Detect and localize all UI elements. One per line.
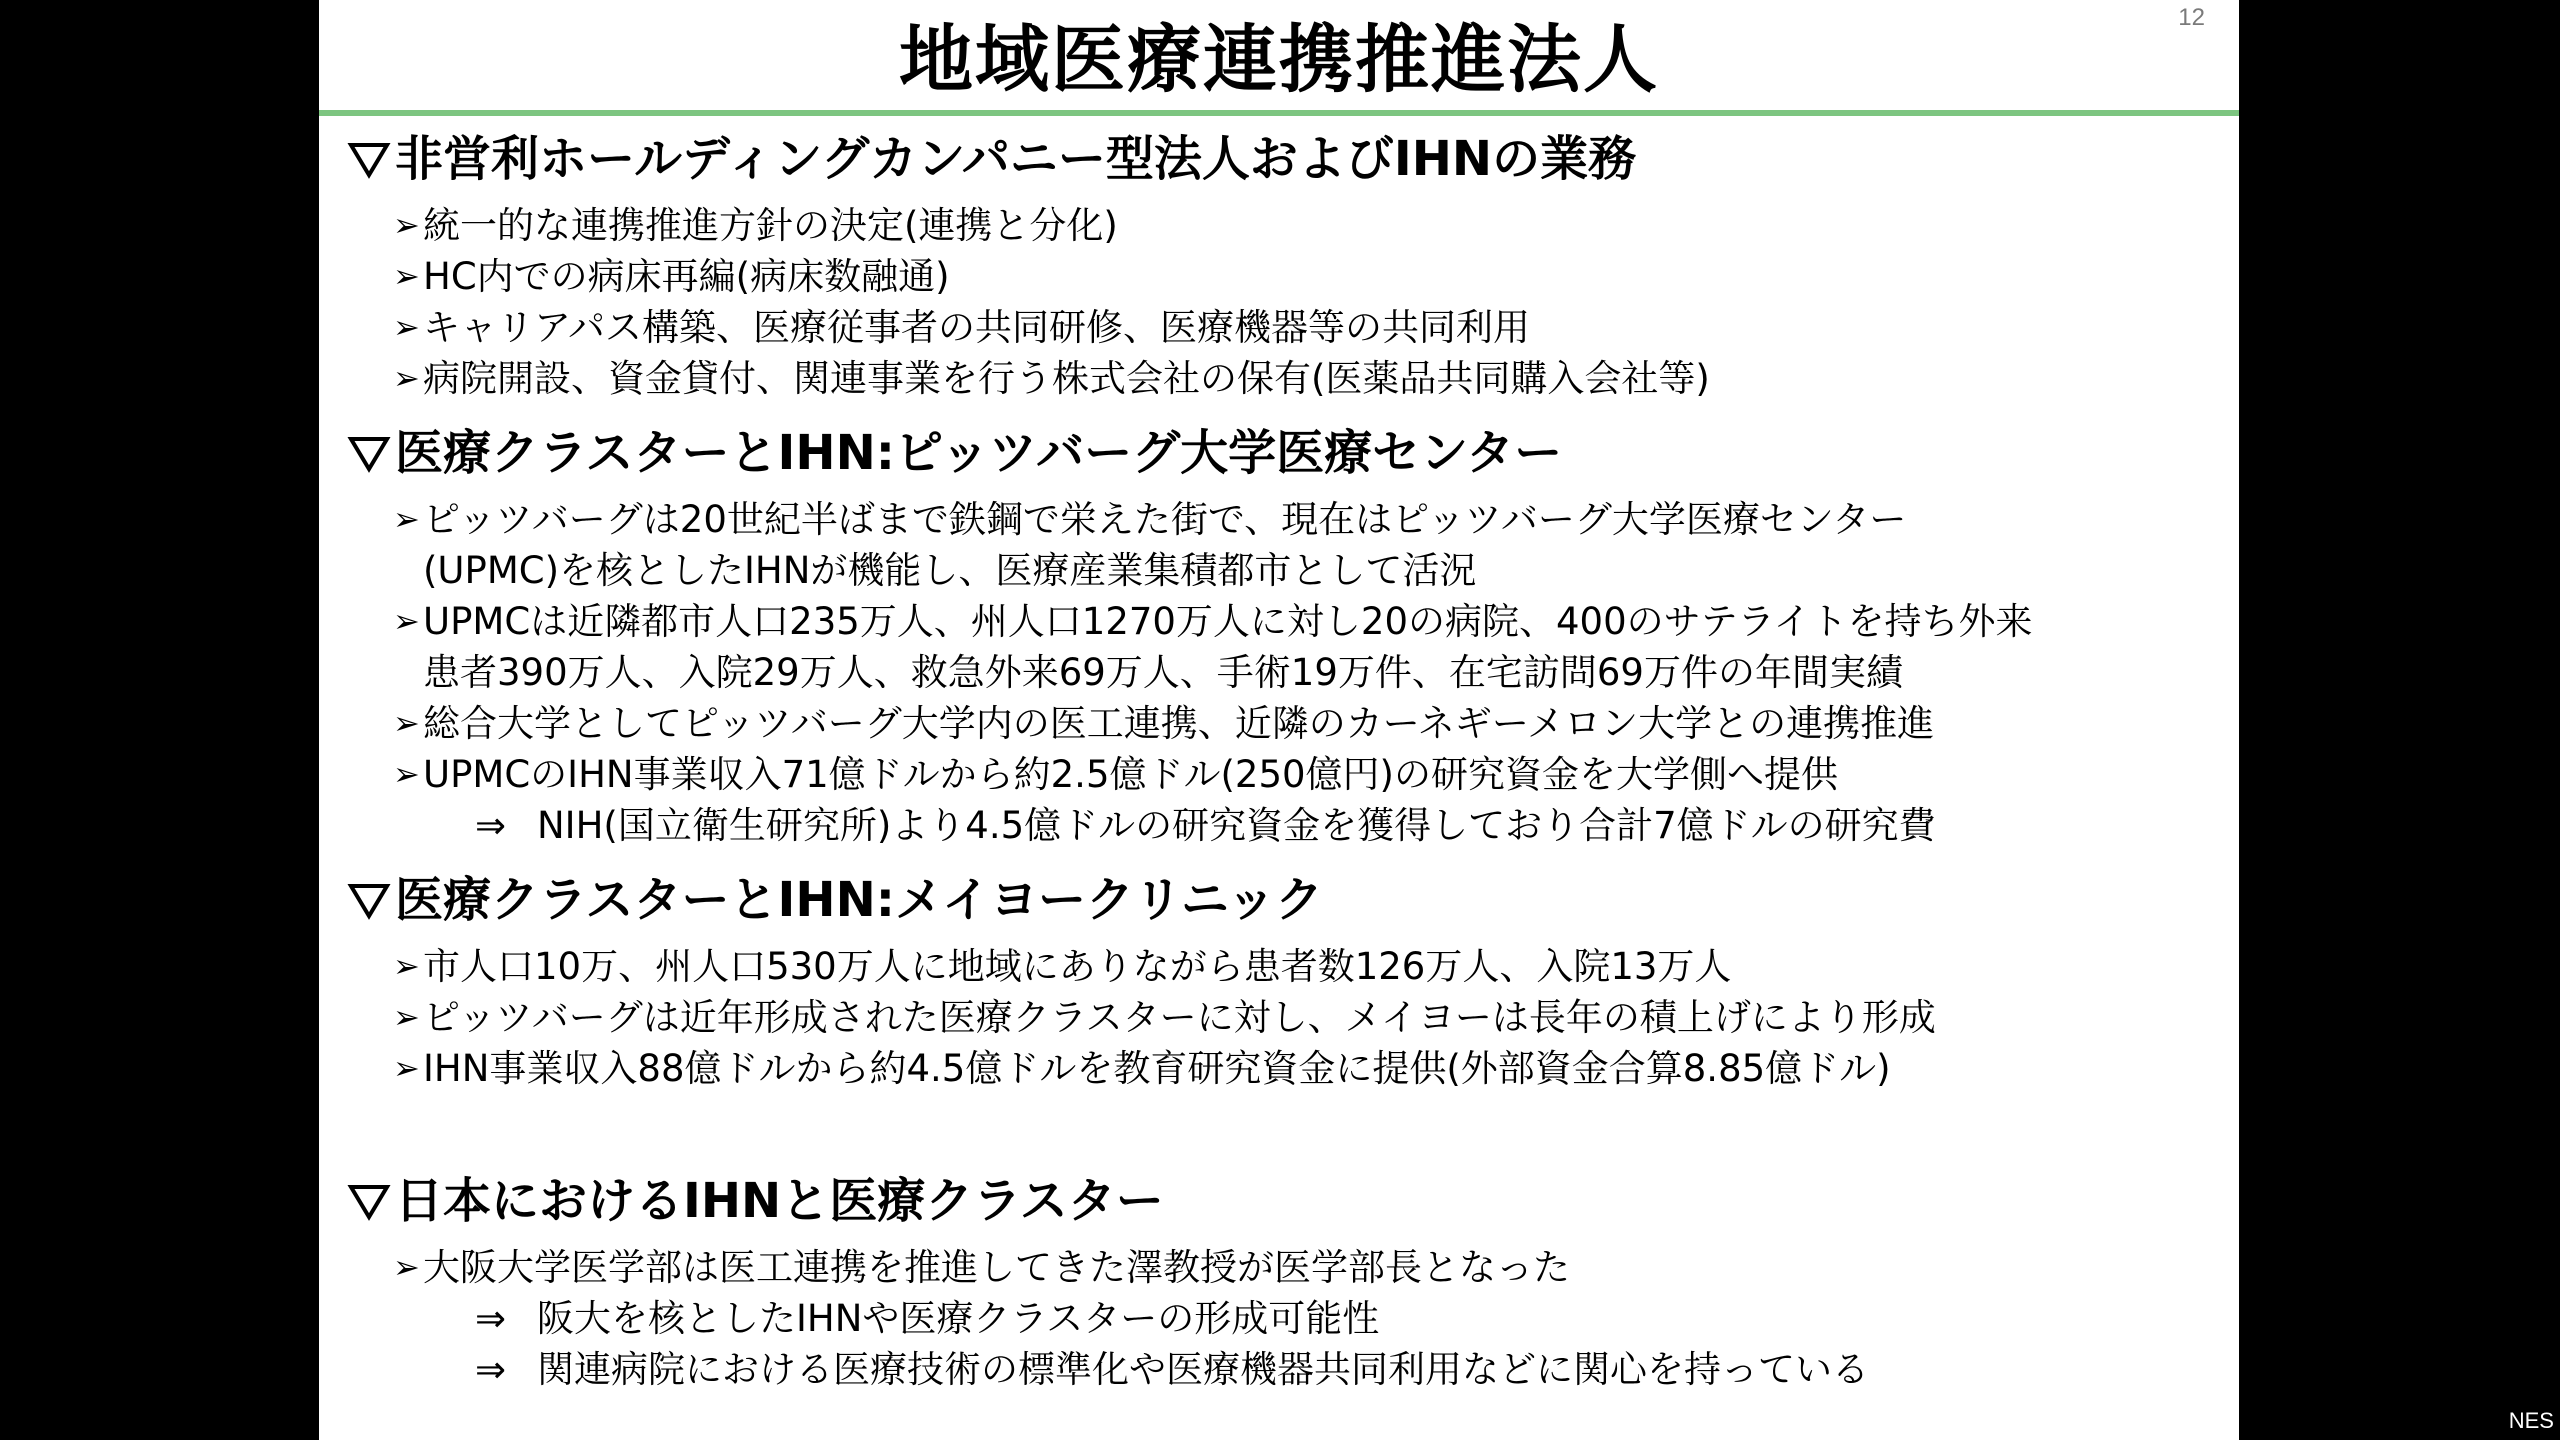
bullet-text: HC内での病床再編(病床数融通) <box>423 255 950 298</box>
section-heading-text: 医療クラスターとIHN:ピッツバーグ大学医療センター <box>395 425 1563 481</box>
slide-content <box>347 124 2207 1395</box>
bullet-text: ピッツバーグは近年形成された医療クラスターに対し、メイヨーは長年の積上げにより形成 <box>423 996 1936 1039</box>
section-pittsburgh-cluster <box>347 418 2207 851</box>
title-divider <box>319 110 2239 116</box>
implies-arrow-icon: ⇒ <box>475 1348 507 1391</box>
section-heading <box>347 865 2207 935</box>
bullet-item <box>393 596 2207 698</box>
down-triangle-icon <box>347 878 391 922</box>
bullet-text: 総合大学としてピッツバーグ大学内の医工連携、近隣のカーネギーメロン大学との連携推進 <box>423 702 1935 745</box>
bullet-text: UPMCのIHN事業収入71億ドルから約2.5億ドル(250億円)の研究資金を大学側へ提供 <box>423 753 1838 796</box>
bullet-text: IHN事業収入88億ドルから約4.5億ドルを教育研究資金に提供(外部資金合算8.85億ドル) <box>423 1047 1891 1090</box>
watermark: NES <box>2508 1408 2554 1433</box>
bullet-list <box>347 941 2207 1094</box>
arrowhead-icon: ➢ <box>393 1049 420 1087</box>
page-number: 12 <box>2178 4 2205 31</box>
presentation-slide <box>319 0 2239 1440</box>
bullet-item <box>393 749 2207 800</box>
section-heading <box>347 1166 2207 1236</box>
implication-item <box>475 1344 2207 1395</box>
section-heading <box>347 418 2207 488</box>
bullet-text: 病院開設、資金貸付、関連事業を行う株式会社の保有(医薬品共同購入会社等) <box>423 357 1710 400</box>
bullet-item <box>393 1242 2207 1293</box>
bullet-item <box>393 353 2207 404</box>
arrowhead-icon: ➢ <box>393 755 420 793</box>
implies-arrow-icon: ⇒ <box>475 804 507 847</box>
bullet-item <box>393 698 2207 749</box>
implies-arrow-icon: ⇒ <box>475 1297 507 1340</box>
section-heading-text: 非営利ホールディングカンパニー型法人およびIHNの業務 <box>395 131 1637 187</box>
down-triangle-icon <box>347 431 391 475</box>
bullet-item <box>393 200 2207 251</box>
section-heading-text: 医療クラスターとIHN:メイヨークリニック <box>395 872 1324 928</box>
section-heading <box>347 124 2207 194</box>
bullet-item <box>393 251 2207 302</box>
section-mayo-clinic <box>347 865 2207 1094</box>
section-heading-text: 日本におけるIHNと医療クラスター <box>395 1173 1164 1229</box>
arrowhead-icon: ➢ <box>393 500 420 538</box>
section-ihn-operations <box>347 124 2207 404</box>
implication-text: 阪大を核としたIHNや医療クラスターの形成可能性 <box>537 1297 1380 1340</box>
bullet-item <box>393 302 2207 353</box>
bullet-item <box>393 494 2207 596</box>
arrowhead-icon: ➢ <box>393 602 420 640</box>
bullet-item <box>393 1043 2207 1094</box>
bullet-list <box>347 200 2207 404</box>
down-triangle-icon <box>347 1179 391 1223</box>
bullet-text: キャリアパス構築、医療従事者の共同研修、医療機器等の共同利用 <box>423 306 1531 349</box>
arrowhead-icon: ➢ <box>393 1248 420 1286</box>
arrowhead-icon: ➢ <box>393 947 420 985</box>
bullet-text: 大阪大学医学部は医工連携を推進してきた澤教授が医学部長となった <box>423 1246 1570 1289</box>
bullet-list <box>347 494 2207 851</box>
bullet-item <box>393 941 2207 992</box>
implication-item <box>475 800 2207 851</box>
arrowhead-icon: ➢ <box>393 308 420 346</box>
bullet-text: ピッツバーグは20世紀半ばまで鉄鋼で栄えた街で、現在はピッツバーグ大学医療センター (UPMC)を核としたIHNが機能し、医療産業集積都市として活況 <box>423 498 1907 592</box>
implication-text: 関連病院における医療技術の標準化や医療機器共同利用などに関心を持っている <box>537 1348 1869 1391</box>
arrowhead-icon: ➢ <box>393 704 420 742</box>
down-triangle-icon <box>347 137 391 181</box>
implication-text: NIH(国立衛生研究所)より4.5億ドルの研究資金を獲得しており合計7億ドルの研究費 <box>537 804 1936 847</box>
bullet-text: UPMCは近隣都市人口235万人、州人口1270万人に対し20の病院、400のサテライトを持ち外来 患者390万人、入院29万人、救急外来69万人、手術19万件、在宅訪問69万件の年間実績 <box>423 600 2033 694</box>
arrowhead-icon: ➢ <box>393 998 420 1036</box>
arrowhead-icon: ➢ <box>393 206 420 244</box>
bullet-text: 市人口10万、州人口530万人に地域にありながら患者数126万人、入院13万人 <box>423 945 1732 988</box>
bullet-text: 統一的な連携推進方針の決定(連携と分化) <box>423 204 1118 247</box>
bullet-item <box>393 992 2207 1043</box>
slide-title: 地域医療連携推進法人 <box>899 17 1659 103</box>
arrowhead-icon: ➢ <box>393 359 420 397</box>
implication-item <box>475 1293 2207 1344</box>
section-japan-cluster <box>347 1166 2207 1395</box>
arrowhead-icon: ➢ <box>393 257 420 295</box>
bullet-list <box>347 1242 2207 1395</box>
